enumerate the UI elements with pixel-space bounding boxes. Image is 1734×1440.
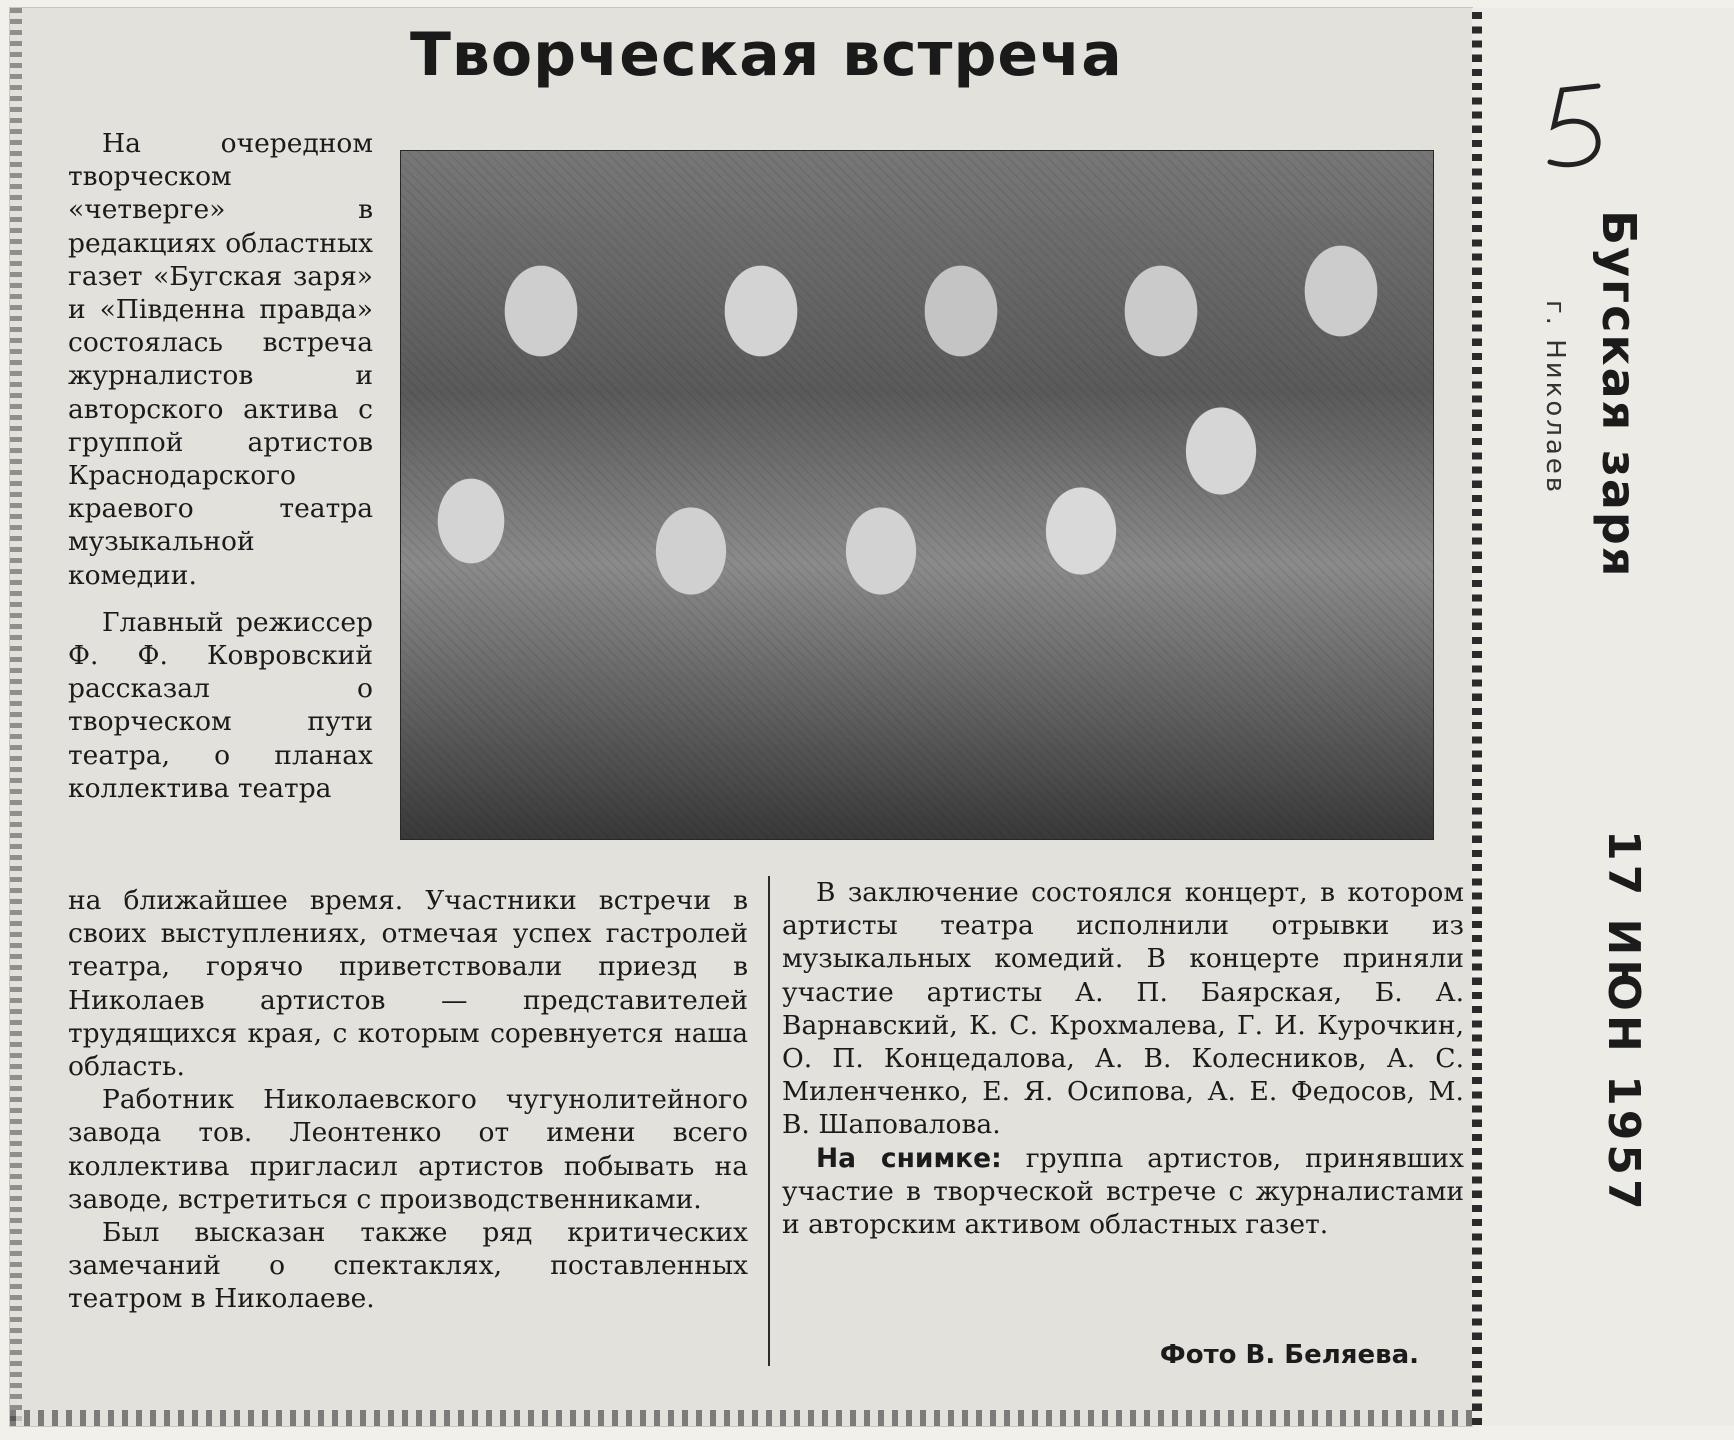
article-paragraph: Был высказан также ряд критических замечаний о спектаклях, поставленных театром в Николаеве.: [68, 1217, 748, 1315]
group-photo: [400, 150, 1434, 840]
article-column-bottom-left: [68, 884, 748, 1316]
article-paragraph: на ближайшее время. Участники встречи в своих выступлениях, отмечая успех гастролей театра, горячо приветствовали приезд в Николаев артистов — представителей трудящихся края, с которым соревнуется наша область.: [68, 885, 748, 1083]
torn-edge-left: [10, 8, 22, 1426]
article-paragraph: В заключение состоялся концерт, в котором артисты театра исполнили отрывки из музыкальных комедий. В концерте приняли участие артисты А. П. Баярская, Б. А. Варнавский, К. С. Крохмалева, Г. И. Курочкин, О. П. Концедалова, А. В. Колесников, А. С. Миленченко, Е. Я. Осипова, А. Е. Федосов, М. В. Шаповалова.: [782, 877, 1464, 1141]
article-paragraph: Работник Николаевского чугунолитейного завода тов. Леонтенко от имени всего коллектива пригласил артистов побывать на заводе, встретиться с производственниками.: [68, 1084, 748, 1215]
city-stamp: г. Николаев: [1540, 300, 1570, 496]
article-column-bottom-right: [782, 876, 1464, 1241]
article-paragraph: На очередном творческом «четверге» в редакциях областных газет «Бугская заря» и «Пiвденна правда» состоялась встреча журналистов и авторского актива с группой артистов Краснодарского краевого театра музыкальной комедии.: [68, 128, 373, 591]
handwritten-mark: [1540, 80, 1610, 170]
photo-credit: Фото В. Беляева.: [1159, 1340, 1419, 1370]
article-paragraph: Главный режиссер Ф. Ф. Ковровский рассказал о творческом пути театра, о планах коллектива театра: [68, 606, 373, 804]
torn-edge-bottom: [10, 1410, 1472, 1426]
column-divider: [768, 876, 770, 1366]
article-column-left: [68, 127, 373, 805]
date-stamp: 17 ИЮН 1957: [1598, 830, 1649, 1214]
caption-text: группа артистов, принявших участие в творческой встрече с журналистами и авторским активом областных газет.: [782, 1142, 1464, 1241]
caption-label: На снимке:: [816, 1142, 1002, 1174]
newspaper-name-stamp: Бугская заря: [1592, 210, 1646, 579]
article-title: Творческая встреча: [410, 20, 1123, 90]
photo-caption: [782, 1142, 1464, 1242]
